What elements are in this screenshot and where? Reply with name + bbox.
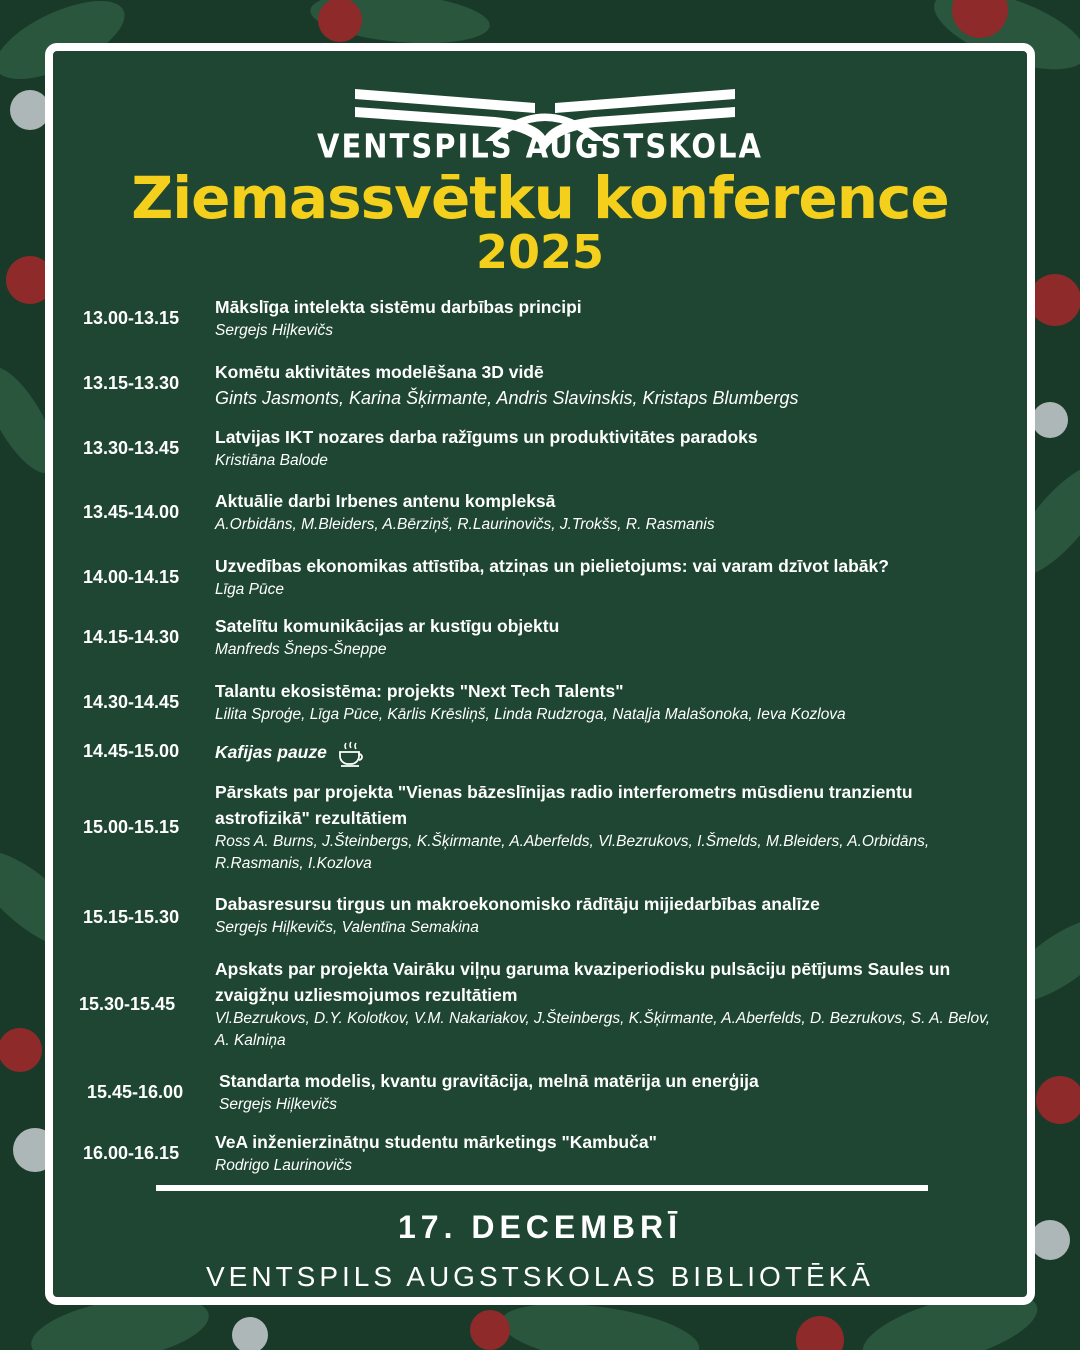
talk-title: Apskats par projekta Vairāku viļņu garuma kvaziperiodisku pulsāciju pētījums Saules un zvaigžņu uzliesmojumos rezultātiem <box>215 959 951 1005</box>
session-time: 15.15-15.30 <box>83 907 180 927</box>
footer-divider <box>156 1185 928 1191</box>
talk-title: Dabasresursu tirgus un makroekonomisko rādītāju mijiedarbības analīze <box>215 894 820 914</box>
talk-authors: Manfreds Šneps-Šneppe <box>215 641 387 658</box>
talk-authors: Ross A. Burns, J.Šteinbergs, K.Šķirmante, A.Aberfelds, Vl.Bezrukovs, I.Šmelds, M.Bleiders, A.Orbidāns, R.Rasmanis, I.Kozlova <box>215 833 930 872</box>
conference-year: 2025 <box>475 225 605 279</box>
session-time: 14.30-14.45 <box>83 692 180 712</box>
talk-authors: A.Orbidāns, M.Bleiders, A.Bērziņš, R.Laurinovičs, J.Trokšs, R. Rasmanis <box>215 516 715 533</box>
session-time: 14.00-14.15 <box>83 567 180 587</box>
event-venue: VENTSPILS AUGSTSKOLAS BIBLIOTĒKĀ <box>206 1261 874 1292</box>
talk-authors: Gints Jasmonts, Karina Šķirmante, Andris Slavinskis, Kristaps Blumbergs <box>215 388 799 408</box>
session-time: 15.45-16.00 <box>87 1082 184 1102</box>
talk-title: Mākslīga intelekta sistēmu darbības principi <box>215 297 582 317</box>
talk-authors: Kristiāna Balode <box>215 452 328 469</box>
talk-title: Pārskats par projekta "Vienas bāzeslīnijas radio interferometrs mūsdienu tranzientu astrofizikā" rezultātiem <box>215 782 913 828</box>
session-time: 13.30-13.45 <box>83 438 180 458</box>
talk-title: Satelītu komunikācijas ar kustīgu objektu <box>215 616 560 636</box>
talk-title: Aktuālie darbi Irbenes antenu kompleksā <box>215 491 556 511</box>
conference-title: Ziemassvētku konference <box>131 164 949 232</box>
talk-authors: Vl.Bezrukovs, D.Y. Kolotkov, V.M. Nakariakov, J.Šteinbergs, K.Šķirmante, A.Aberfelds, D. Bezrukovs, S. A. Belov, A. Kalniņa <box>215 1010 991 1049</box>
talk-title: VeA inženierzinātņu studentu mārketings "Kambuča" <box>215 1132 657 1152</box>
talk-title: Standarta modelis, kvantu gravitācija, melnā matērija un enerģija <box>219 1071 759 1091</box>
event-date: 17. DECEMBRĪ <box>397 1209 683 1245</box>
talk-title: Latvijas IKT nozares darba ražīgums un produktivitātes paradoks <box>215 427 758 447</box>
talk-authors: Līga Pūce <box>215 581 284 598</box>
session-time: 16.00-16.15 <box>83 1143 180 1163</box>
talk-title: Uzvedības ekonomikas attīstība, atziņas un pielietojums: vai varam dzīvot labāk? <box>215 556 889 576</box>
coffee-cup-icon <box>337 740 365 768</box>
program-card <box>45 43 1035 1305</box>
session-time: 14.15-14.30 <box>83 627 180 647</box>
session-time: 15.00-15.15 <box>83 817 180 837</box>
coffee-break-label: Kafijas pauze <box>215 742 327 762</box>
session-time: 13.00-13.15 <box>83 308 180 328</box>
talk-authors: Sergejs Hiļkevičs, Valentīna Semakina <box>215 919 479 936</box>
institution-logo-text: VENTSPILS AUGSTSKOLA <box>317 126 763 166</box>
session-time: 13.45-14.00 <box>83 502 180 522</box>
talk-title: Talantu ekosistēma: projekts "Next Tech Talents" <box>215 681 624 701</box>
session-time: 15.30-15.45 <box>79 994 176 1014</box>
session-time: 14.45-15.00 <box>83 741 180 761</box>
talk-title: Komētu aktivitātes modelēšana 3D vidē <box>215 362 544 382</box>
talk-authors: Lilita Sproģe, Līga Pūce, Kārlis Krēsliņš, Linda Rudzroga, Nataļja Malašonoka, Ieva Kozlova <box>215 706 846 723</box>
talk-authors: Sergejs Hiļkevičs <box>215 322 334 339</box>
talk-authors: Sergejs Hiļkevičs <box>219 1096 338 1113</box>
session-time: 13.15-13.30 <box>83 373 180 393</box>
talk-authors: Rodrigo Laurinovičs <box>215 1157 352 1174</box>
